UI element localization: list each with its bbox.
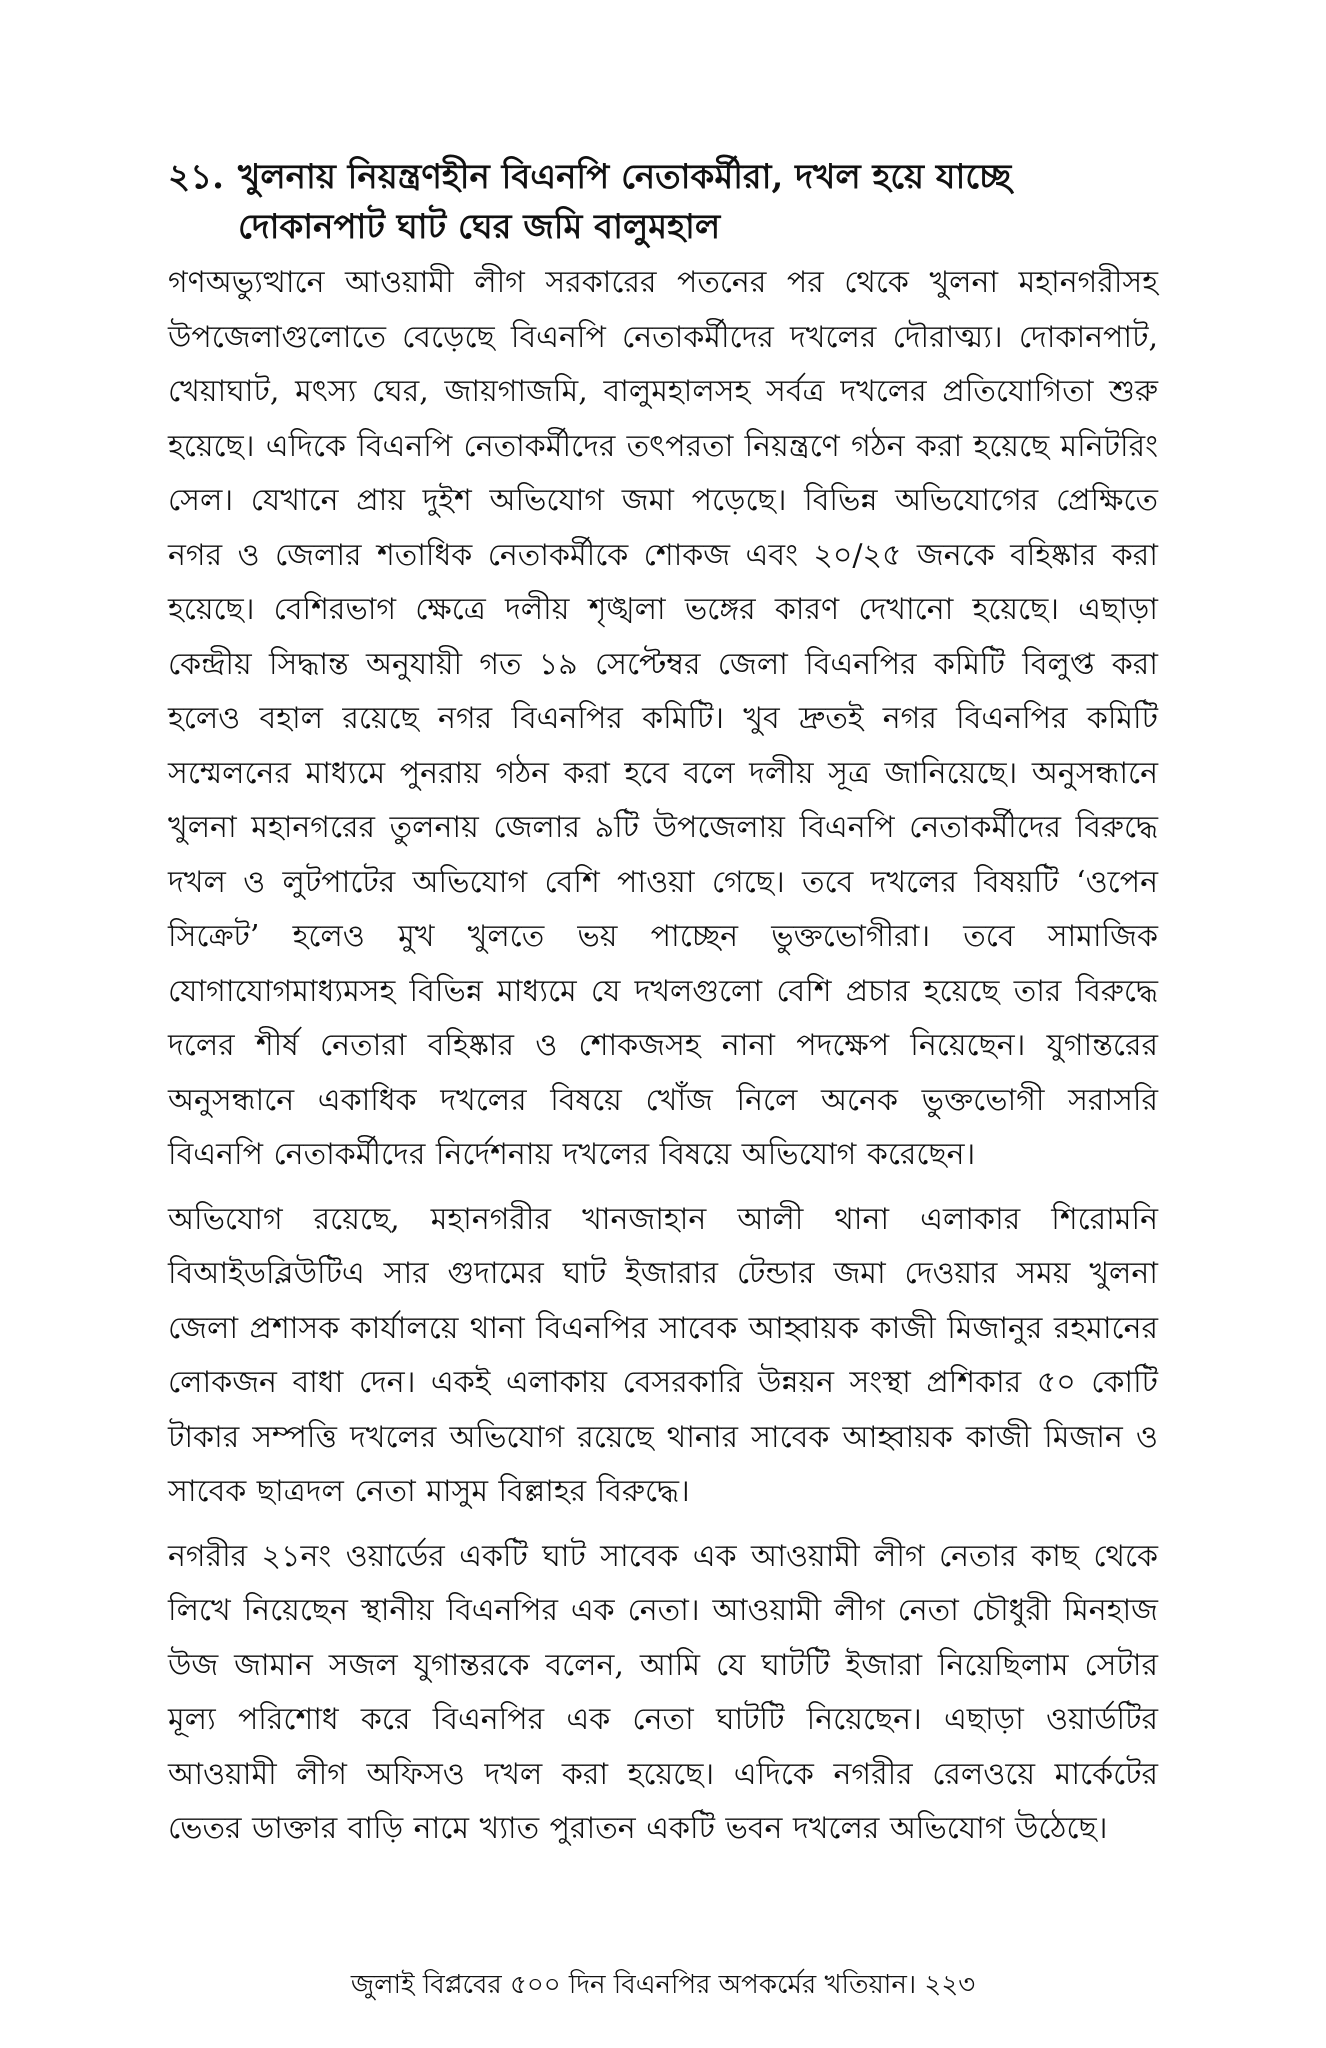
paragraph-2: অভিযোগ রয়েছে, মহানগরীর খানজাহান আলী থানা এলাকার শিরোমনি বিআইডব্লিউটিএ সার গুদামের ঘাট ইজারার টেন্ডার জমা দেওয়ার সময় খুলনা জেলা প্রশাসক কার্যালয়ে থানা বিএনপির সাবেক আহ্বায়ক কাজী মিজানুর রহমানের লোকজন বাধা দেন। একই এলাকায় বেসরকারি উন্নয়ন সংস্থা প্রশিকার ৫০ কোটি টাকার সম্পত্তি দখলের অভিযোগ রয়েছে থানার সাবেক আহ্বায়ক কাজী মিজান ও সাবেক ছাত্রদল নেতা মাসুম বিল্লাহর বিরুদ্ধে।: [168, 1201, 1158, 1509]
page-footer: জুলাই বিপ্লবের ৫০০ দিন বিএনপির অপকর্মের খতিয়ান। ২২৩: [350, 1970, 976, 2000]
article-number: ২১.: [168, 157, 225, 197]
page-content: [168, 152, 1158, 1867]
article-title: খুলনায় নিয়ন্ত্রণহীন বিএনপি নেতাকর্মীরা, দখল হয়ে যাচ্ছে দোকানপাট ঘাট ঘের জমি বালুমহাল: [238, 157, 1012, 247]
article-heading: [168, 152, 1158, 252]
paragraph-1: গণঅভ্যুত্থানে আওয়ামী লীগ সরকারের পতনের পর থেকে খুলনা মহানগরীসহ উপজেলাগুলোতে বেড়েছে বিএনপি নেতাকর্মীদের দখলের দৌরাত্ম্য। দোকানপাট, খেয়াঘাট, মৎস্য ঘের, জায়গাজমি, বালুমহালসহ সর্বত্র দখলের প্রতিযোগিতা শুরু হয়েছে। এদিকে বিএনপি নেতাকর্মীদের তৎপরতা নিয়ন্ত্রণে গঠন করা হয়েছে মনিটরিং সেল। যেখানে প্রায় দুইশ অভিযোগ জমা পড়েছে। বিভিন্ন অভিযোগের প্রেক্ষিতে নগর ও জেলার শতাধিক নেতাকর্মীকে শোকজ এবং ২০/২৫ জনকে বহিষ্কার করা হয়েছে। বেশিরভাগ ক্ষেত্রে দলীয় শৃঙ্খলা ভঙ্গের কারণ দেখানো হয়েছে। এছাড়া কেন্দ্রীয় সিদ্ধান্ত অনুযায়ী গত ১৯ সেপ্টেম্বর জেলা বিএনপির কমিটি বিলুপ্ত করা হলেও বহাল রয়েছে নগর বিএনপির কমিটি। খুব দ্রুতই নগর বিএনপির কমিটি সম্মেলনের মাধ্যমে পুনরায় গঠন করা হবে বলে দলীয় সূত্র জানিয়েছে। অনুসন্ধানে খুলনা মহানগরের তুলনায় জেলার ৯টি উপজেলায় বিএনপি নেতাকর্মীদের বিরুদ্ধে দখল ও লুটপাটের অভিযোগ বেশি পাওয়া গেছে। তবে দখলের বিষয়টি ‘ওপেন সিক্রেট’ হলেও মুখ খুলতে ভয় পাচ্ছেন ভুক্তভোগীরা। তবে সামাজিক যোগাযোগমাধ্যমসহ বিভিন্ন মাধ্যমে যে দখলগুলো বেশি প্রচার হয়েছে তার বিরুদ্ধে দলের শীর্ষ নেতারা বহিষ্কার ও শোকজসহ নানা পদক্ষেপ নিয়েছেন। যুগান্তরের অনুসন্ধানে একাধিক দখলের বিষয়ে খোঁজ নিলে অনেক ভুক্তভোগী সরাসরি বিএনপি নেতাকর্মীদের নির্দেশনায় দখলের বিষয়ে অভিযোগ করেছেন।: [168, 265, 1158, 1172]
paragraph-3: নগরীর ২১নং ওয়ার্ডের একটি ঘাট সাবেক এক আওয়ামী লীগ নেতার কাছ থেকে লিখে নিয়েছেন স্থানীয় বিএনপির এক নেতা। আওয়ামী লীগ নেতা চৌধুরী মিনহাজ উজ জামান সজল যুগান্তরকে বলেন, আমি যে ঘাটটি ইজারা নিয়েছিলাম সেটার মূল্য পরিশোধ করে বিএনপির এক নেতা ঘাটটি নিয়েছেন। এছাড়া ওয়ার্ডটির আওয়ামী লীগ অফিসও দখল করা হয়েছে। এদিকে নগরীর রেলওয়ে মার্কেটের ভেতর ডাক্তার বাড়ি নামে খ্যাত পুরাতন একটি ভবন দখলের অভিযোগ উঠেছে।: [168, 1538, 1158, 1846]
